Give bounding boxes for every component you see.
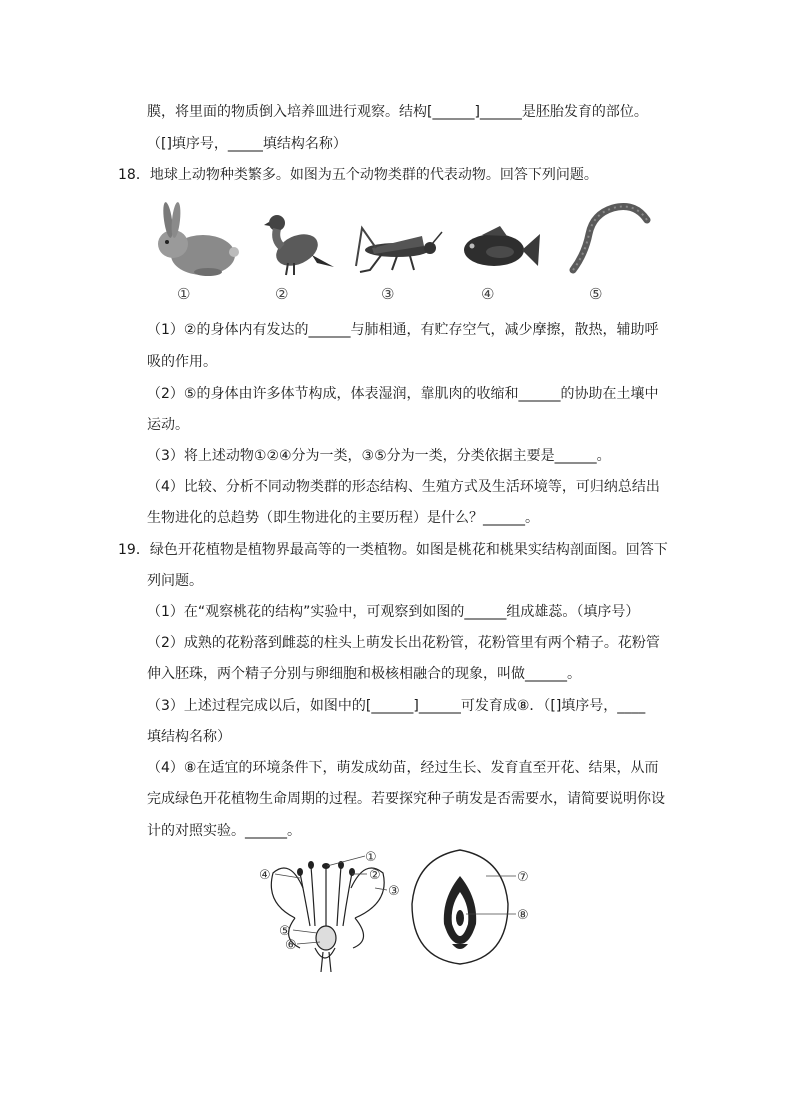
- q19-part3-line2: 填结构名称）: [147, 729, 231, 745]
- flower-label-6: ⑥: [285, 938, 297, 953]
- q19-part4-line3: 计的对照实验。______。: [147, 823, 301, 839]
- flower-label-1: ①: [365, 850, 377, 865]
- fruit-label-8: ⑧: [517, 908, 529, 923]
- q19-part4-line2: 完成绿色开花植物生命周期的过程。若要探究种子萌发是否需要水，请简要说明你设: [147, 791, 665, 807]
- animal-label-5: ⑤: [589, 285, 603, 303]
- rabbit-icon: [148, 200, 243, 280]
- grasshopper-icon: [352, 218, 442, 278]
- peach-fruit-diagram: [408, 846, 538, 970]
- q18-part2-line1: （2）⑤的身体由许多体节构成，体表湿润，靠肌肉的收缩和______的协助在土壤中: [147, 386, 659, 402]
- q18-part3: （3）将上述动物①②④分为一类，③⑤分为一类，分类依据主要是______。: [147, 448, 611, 464]
- q19-part2-line2: 伸入胚珠，两个精子分别与卵细胞和极核相融合的现象，叫做______。: [147, 666, 581, 682]
- q19-stem-line2: 列问题。: [147, 573, 203, 589]
- q19-part1: （1）在“观察桃花的结构”实验中，可观察到如图的______组成雄蕊。（填序号）: [147, 604, 640, 620]
- animal-label-2: ②: [275, 285, 289, 303]
- q18-stem: 18．地球上动物种类繁多。如图为五个动物类群的代表动物。回答下列问题。: [118, 167, 598, 183]
- animal-label-3: ③: [381, 285, 395, 303]
- flower-label-5: ⑤: [279, 924, 291, 939]
- q18-part1-line2: 吸的作用。: [147, 354, 217, 370]
- q18-part2-line2: 运动。: [147, 417, 189, 433]
- q19-part4-line1: （4）⑧在适宜的环境条件下，萌发成幼苗，经过生长、发育直至开花、结果，从而: [147, 760, 659, 776]
- fruit-label-7: ⑦: [517, 870, 529, 885]
- q18-part1-line1: （1）②的身体内有发达的______与肺相通，有贮存空气，减少摩擦，散热，辅助呼: [147, 322, 659, 338]
- q19-part2-line1: （2）成熟的花粉落到雌蕊的柱头上萌发长出花粉管，花粉管里有两个精子。花粉管: [147, 635, 660, 651]
- q19-part3-line1: （3）上述过程完成以后，如图中的[______]______可发育成⑧．（[]填序号，____: [147, 698, 646, 714]
- q19-stem-line1: 19．绿色开花植物是植物界最高等的一类植物。如图是桃花和桃果实结构剖面图。回答下: [118, 542, 668, 558]
- peach-flower-diagram: [255, 848, 405, 972]
- flower-label-3: ③: [388, 884, 400, 899]
- animal-label-4: ④: [481, 285, 495, 303]
- q18-part4-line2: 生物进化的总趋势（即生物进化的主要历程）是什么？______。: [147, 510, 539, 526]
- flower-label-4: ④: [259, 868, 271, 883]
- pigeon-icon: [262, 205, 337, 280]
- q17-line-1: 膜，将里面的物质倒入培养皿进行观察。结构[______]______是胚胎发育的部位。: [147, 104, 648, 120]
- flower-label-2: ②: [369, 868, 381, 883]
- fish-icon: [452, 222, 542, 277]
- earthworm-icon: [565, 198, 655, 278]
- q17-line-2: （[]填序号，_____填结构名称）: [147, 136, 347, 152]
- q18-part4-line1: （4）比较、分析不同动物类群的形态结构、生殖方式及生活环境等，可归纳总结出: [147, 479, 660, 495]
- animal-label-1: ①: [177, 285, 191, 303]
